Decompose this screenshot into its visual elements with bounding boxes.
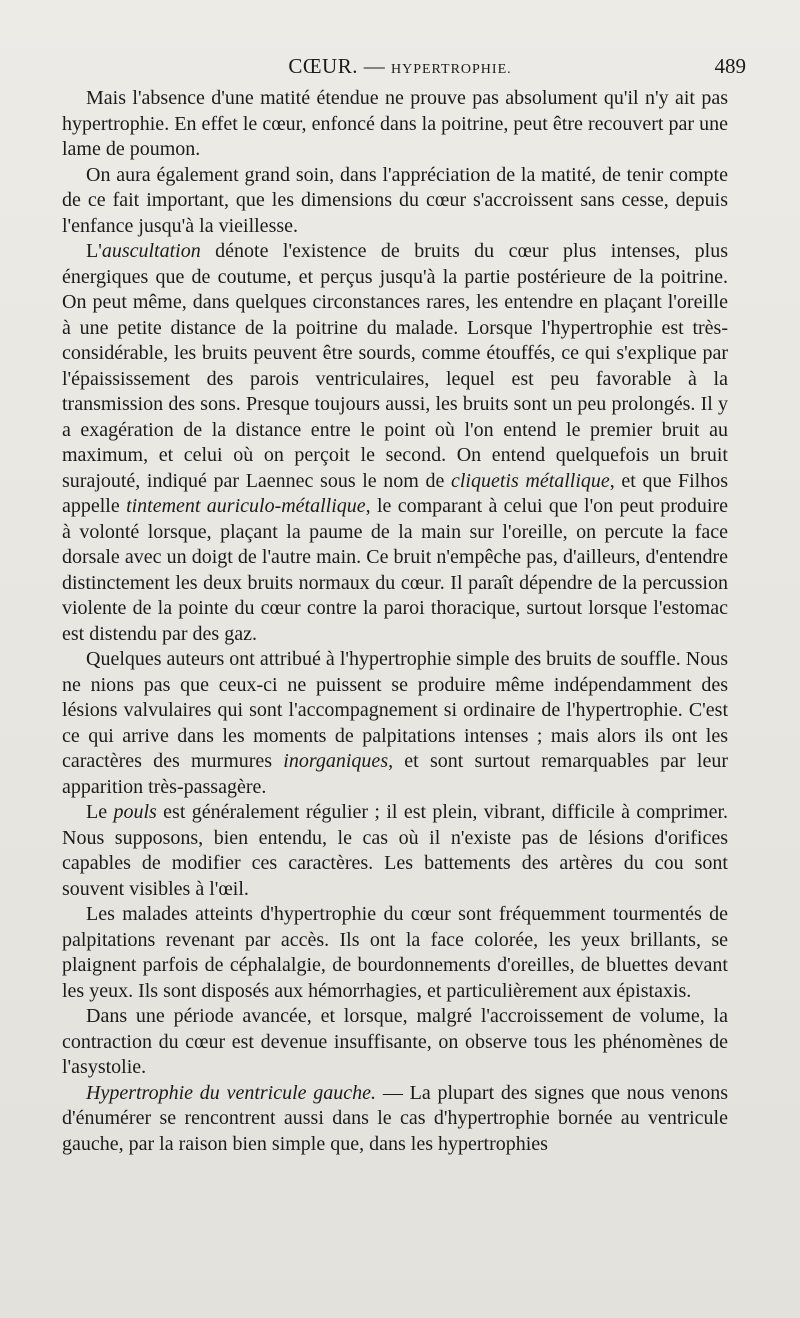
text-run: — La plupart des signes que nous venons d'énumérer se rencontrent aussi dans le cas d'hypertrophie bornée au ventricule gauche, par la raison bien simple que, dans les hypertrophies bbox=[62, 1081, 728, 1155]
text-run: dénote l'existence de bruits du cœur plus intenses, plus énergiques que de coutume, et perçus jusqu'à la partie postérieure de la poitrine. On peut même, dans quelques circonstances rares, les entendre en plaçant l'oreille à une petite distance de la poitrine du malade. Lorsque l'hypertrophie est très-considérable, les bruits peuvent être sourds, comme étouffés, ce qui s'explique par l'épaississement des parois ventriculaires, lequel est peu favorable à la transmission des sons. Presque toujours aussi, les bruits sont un peu prolongés. Il y a exagération de la distance entre le point où l'on entend le premier bruit au maximum, et celui où on perçoit le second. On entend quelquefois un bruit surajouté, indiqué par Laennec sous le nom de bbox=[62, 240, 728, 492]
text-run: , et sont surtout remarquables par leur apparition très-passagère. bbox=[62, 750, 728, 798]
paragraph bbox=[62, 1081, 728, 1158]
running-title-dash: — bbox=[357, 54, 391, 78]
italic-text: inorganiques bbox=[283, 750, 389, 772]
text-run: Les malades atteints d'hypertrophie du cœur sont fréquemment tourmentés de palpitations revenant par accès. Ils ont la face colorée, les yeux brillants, se plaignent parfois de céphalalgie, de bourdonnements d'oreilles, de bluettes devant les yeux. Ils sont disposés aux hémorrhagies, et particulièrement aux épistaxis. bbox=[62, 903, 728, 1002]
paragraph bbox=[62, 86, 728, 163]
italic-text: tintement auriculo-métallique bbox=[126, 495, 366, 517]
paragraph bbox=[62, 647, 728, 800]
running-title-main: CŒUR. bbox=[288, 54, 358, 78]
text-run: Mais l'absence d'une matité étendue ne prouve pas absolument qu'il n'y ait pas hypertrophie. En effet le cœur, enfoncé dans la poitrine, peut être recouvert par une lame de poumon. bbox=[62, 87, 728, 160]
italic-text: Hypertrophie du ventricule gauche. bbox=[86, 1081, 377, 1104]
text-run: Dans une période avancée, et lorsque, malgré l'accroissement de volume, la contraction du cœur est devenue insuffisante, on observe tous les phénomènes de l'asystolie. bbox=[62, 1005, 728, 1078]
text-run: , le comparant à celui que l'on peut produire à volonté lorsque, plaçant la paume de la main sur l'oreille, on percute la face dorsale avec un doigt de l'autre main. Ce bruit n'empêche pas, d'ailleurs, d'entendre distinctement les deux bruits normaux du cœur. Il paraît dépendre de la percussion violente de la pointe du cœur contre la paroi thoracique, surtout lorsque l'estomac est distendu par des gaz. bbox=[62, 495, 729, 645]
text-run: Le bbox=[86, 801, 114, 823]
text-run: L' bbox=[86, 240, 102, 262]
text-run: est généralement régulier ; il est plein, vibrant, difficile à comprimer. Nous supposons, bien entendu, le cas où il n'existe pas de lésions d'orifices capables de modifier ces caractères. Les battements des artères du cou sont souvent visibles à l'œil. bbox=[62, 801, 728, 900]
body-text bbox=[62, 86, 728, 1157]
italic-text: auscultation bbox=[101, 240, 201, 262]
paragraph bbox=[62, 239, 728, 647]
paragraph bbox=[62, 800, 728, 902]
text-run: , et que Filhos appelle bbox=[62, 469, 728, 517]
text-run: Quelques auteurs ont attribué à l'hypertrophie simple des bruits de souffle. Nous ne nions pas que ceux-ci ne puissent se produire même indépendamment des lésions valvulaires qui sont l'accompagnement si ordinaire de l'hypertrophie. C'est ce qui arrive dans les moments de palpitations intenses ; mais alors ils ont les caractères des murmures bbox=[62, 648, 728, 772]
running-header bbox=[62, 54, 746, 84]
paragraph bbox=[62, 1004, 728, 1081]
running-title-sub: HYPERTROPHIE. bbox=[390, 62, 512, 77]
italic-text: cliquetis métallique bbox=[450, 469, 610, 492]
running-title bbox=[62, 54, 738, 79]
paragraph bbox=[62, 163, 728, 240]
italic-text: pouls bbox=[113, 801, 157, 823]
text-run: On aura également grand soin, dans l'appréciation de la matité, de tenir compte de ce fait important, que les dimensions du cœur s'accroissent sans cesse, depuis l'enfance jusqu'à la vieillesse. bbox=[62, 163, 728, 237]
paragraph bbox=[62, 902, 728, 1004]
page-number: 489 bbox=[714, 54, 746, 78]
